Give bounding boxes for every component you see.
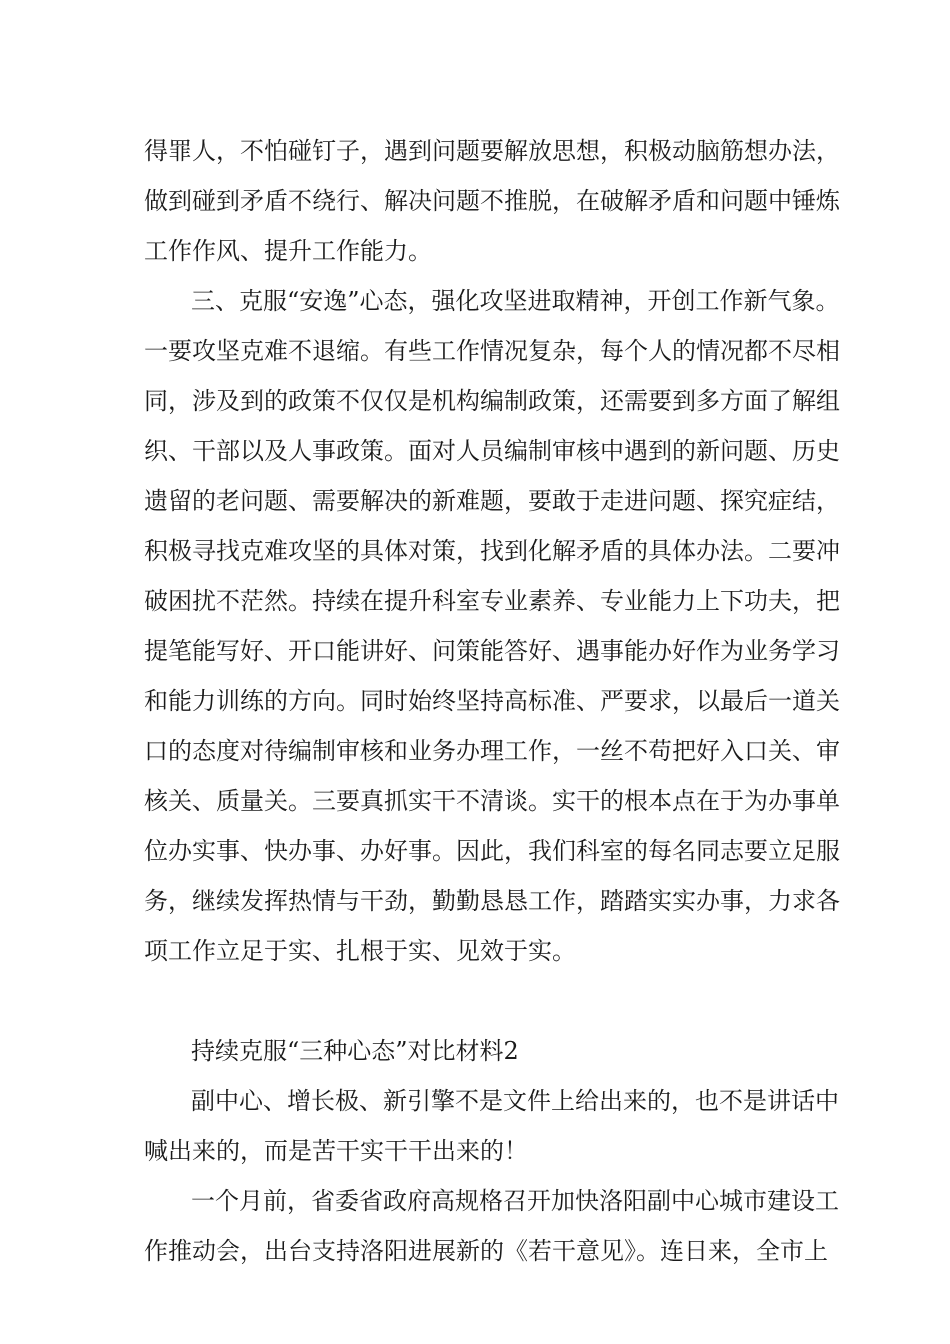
text-line: 位办实事、快办事、办好事。因此，我们科室的每名同志要立足服 [144,837,840,865]
text-line: 一个月前，省委省政府高规格召开加快洛阳副中心城市建设工 [191,1187,839,1215]
section-heading [144,1026,844,1076]
paragraph-4 [144,1176,844,1276]
text-line: 工作作风、提升工作能力。 [144,237,432,265]
text-line: 三、克服“安逸”心态，强化攻坚进取精神，开创工作新气象。 [191,287,840,315]
text-line: 口的态度对待编制审核和业务办理工作，一丝不苟把好入口关、审 [144,737,840,765]
paragraph-1 [144,126,844,276]
text-line: 喊出来的，而是苦干实干干出来的！ [144,1137,528,1165]
text-line: 一要攻坚克难不退缩。有些工作情况复杂，每个人的情况都不尽相 [144,337,840,365]
document-body [144,126,844,1276]
paragraph-3 [144,1076,844,1176]
paragraph-2 [144,276,844,1026]
text-line: 务，继续发挥热情与干劲，勤勤恳恳工作，踏踏实实办事，力求各 [144,887,840,915]
text-line: 持续克服“三种心态”对比材料2 [191,1037,519,1065]
text-line: 得罪人，不怕碰钉子，遇到问题要解放思想，积极动脑筋想办法， [144,137,840,165]
text-line: 和能力训练的方向。同时始终坚持高标准、严要求，以最后一道关 [144,687,840,715]
text-line [144,976,844,1026]
text-line: 破困扰不茫然。持续在提升科室专业素养、专业能力上下功夫，把 [144,587,840,615]
text-line: 积极寻找克难攻坚的具体对策，找到化解矛盾的具体办法。二要冲 [144,537,840,565]
text-line: 提笔能写好、开口能讲好、问策能答好、遇事能办好作为业务学习 [144,637,840,665]
text-line: 作推动会，出台支持洛阳进展新的《若干意见》。连日来，全市上 [144,1237,828,1265]
text-line: 项工作立足于实、扎根于实、见效于实。 [144,937,576,965]
text-line: 织、干部以及人事政策。面对人员编制审核中遇到的新问题、历史 [144,437,840,465]
text-line: 遗留的老问题、需要解决的新难题，要敢于走进问题、探究症结， [144,487,840,515]
text-line: 同，涉及到的政策不仅仅是机构编制政策，还需要到多方面了解组 [144,387,840,415]
text-line: 核关、质量关。三要真抓实干不清谈。实干的根本点在于为办事单 [144,787,840,815]
text-line: 做到碰到矛盾不绕行、解决问题不推脱，在破解矛盾和问题中锤炼 [144,187,840,215]
text-line: 副中心、增长极、新引擎不是文件上给出来的，也不是讲话中 [191,1087,839,1115]
